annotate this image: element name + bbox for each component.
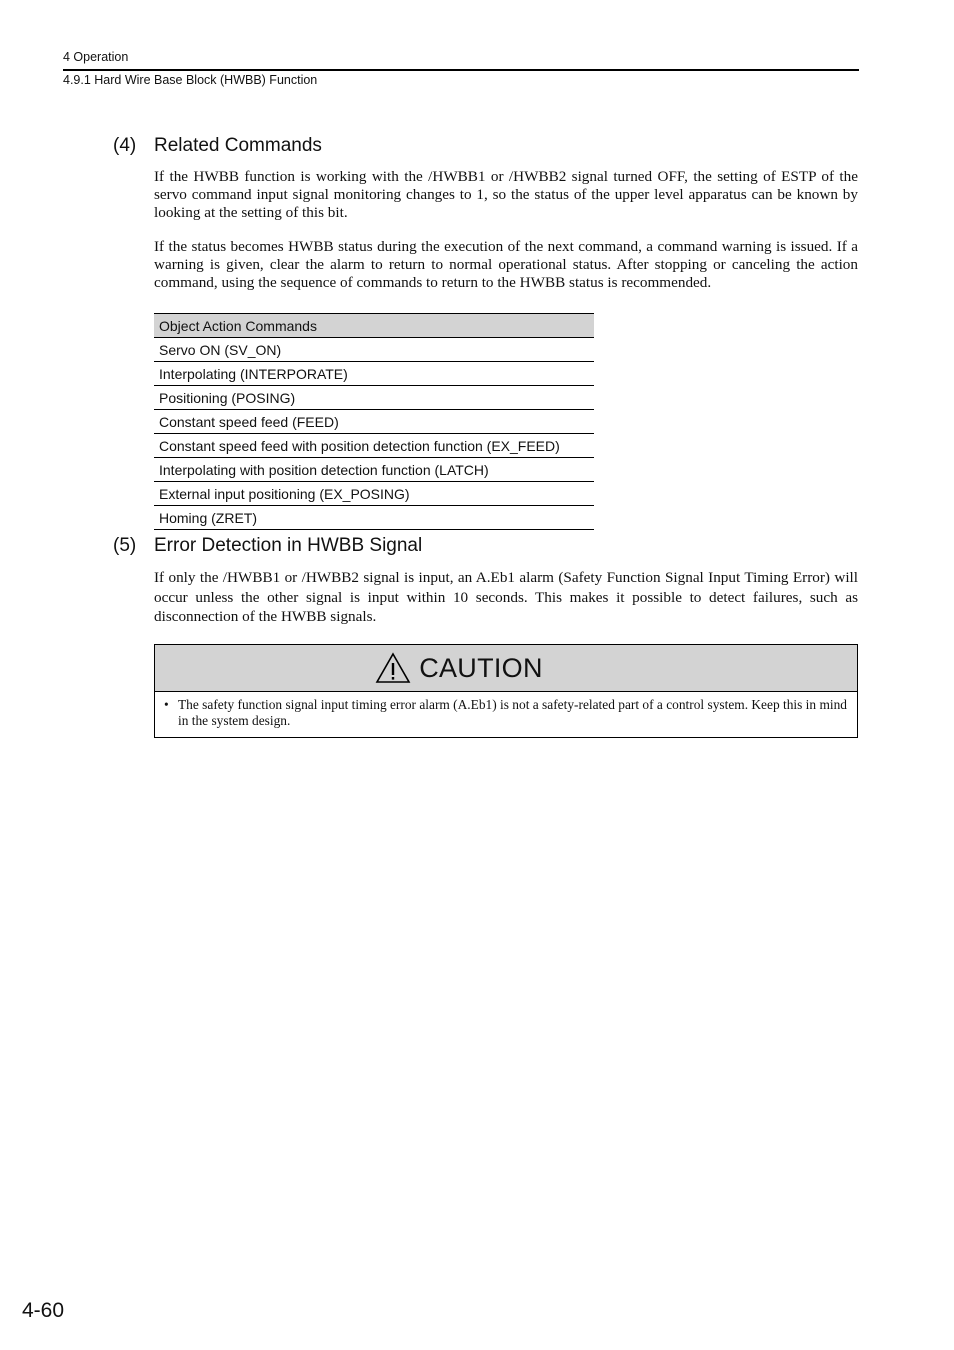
caution-text: The safety function signal input timing error alarm (A.Eb1) is not a safety-related part of a control system. Keep this in mind in the system design. [178,697,847,728]
section-5-heading [113,535,422,557]
table-row [154,482,594,506]
caution-header [155,645,857,692]
section-4-title: Related Commands [154,135,322,156]
table-row [154,458,594,482]
table-header-cell: Object Action Commands [154,314,594,338]
table-header-row [154,314,594,338]
section-5-paragraph: If only the /HWBB1 or /HWBB2 signal is input, an A.Eb1 alarm (Safety Function Signal Input Timing Error) will occur unless the other signal is input within 10 seconds. This makes it possible to detect failures, such as disconnection of the HWBB signals. [154,569,858,625]
caution-box [154,644,858,738]
table-row [154,434,594,458]
section-header: 4.9.1 Hard Wire Base Block (HWBB) Function [63,73,318,87]
caution-bullet: • [164,697,169,712]
table-cell: Constant speed feed (FEED) [154,410,594,434]
table-row [154,386,594,410]
table-row [154,506,594,530]
warning-triangle-icon [375,652,411,684]
section-5-title: Error Detection in HWBB Signal [154,535,423,556]
table-cell: Positioning (POSING) [154,386,594,410]
table-cell: Servo ON (SV_ON) [154,338,594,362]
caution-title: CAUTION [419,652,543,683]
caution-body [155,692,857,729]
table-cell: Interpolating with position detection function (LATCH) [154,458,594,482]
table-row [154,410,594,434]
page-number: 4-60 [22,1299,65,1322]
section-4-number: (4) [113,135,137,156]
table-row [154,362,594,386]
table-cell: Constant speed feed with position detection function (EX_FEED) [154,434,594,458]
header-rule [63,69,859,71]
section-4-paragraph-2: If the status becomes HWBB status during the execution of the next command, a command warning is issued. If a warning is given, clear the alarm to return to normal operational status. After stopping or canceling the action command, using the sequence of commands to return to the HWBB status is recommended. [154,238,858,292]
table-cell: Interpolating (INTERPORATE) [154,362,594,386]
table-row [154,338,594,362]
section-5-number: (5) [113,535,137,556]
chapter-header: 4 Operation [63,50,129,64]
table-cell: Homing (ZRET) [154,506,594,530]
table-cell: External input positioning (EX_POSING) [154,482,594,506]
object-action-commands-table [154,313,594,530]
section-4-paragraph-1: If the HWBB function is working with the /HWBB1 or /HWBB2 signal turned OFF, the setting of ESTP of the servo command input signal monitoring changes to 1, so the status of the upper level apparatus can be known by looking at the setting of this bit. [154,168,858,222]
section-4-heading [113,135,322,157]
